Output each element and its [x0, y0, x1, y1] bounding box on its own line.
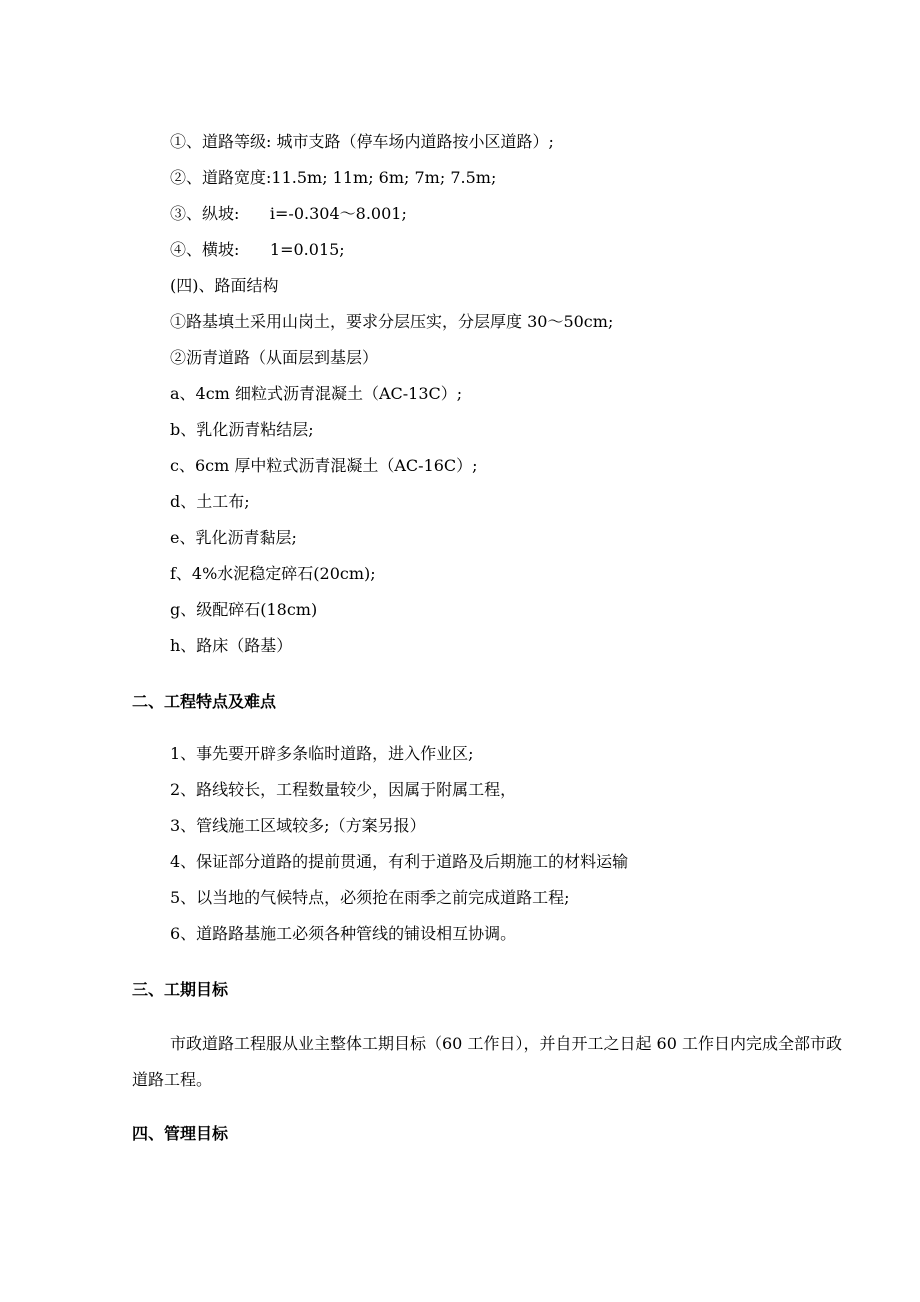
feature-item: 5、以当地的气候特点，必须抢在雨季之前完成道路工程;: [170, 888, 570, 907]
layer-item: c、6cm 厚中粒式沥青混凝土（AC-16C）;: [170, 456, 478, 475]
feature-item: 1、事先要开辟多条临时道路，进入作业区;: [170, 744, 474, 763]
subgrade-fill-line: ①路基填土采用山岗土，要求分层压实，分层厚度 30～50cm;: [170, 312, 614, 331]
layer-item: a、4cm 细粒式沥青混凝土（AC-13C）;: [170, 384, 463, 403]
feature-item: 6、道路路基施工必须各种管线的铺设相互协调。: [170, 924, 517, 943]
road-width-line: ②、道路宽度:11.5m; 11m; 6m; 7m; 7.5m;: [170, 168, 497, 187]
layer-item: g、级配碎石(18cm): [170, 600, 318, 619]
section-heading-schedule: 三、工期目标: [132, 980, 229, 999]
longitudinal-slope-line: ③、纵坡: i=-0.304～8.001;: [170, 204, 407, 223]
feature-item: 4、保证部分道路的提前贯通，有利于道路及后期施工的材料运输: [170, 852, 629, 871]
layer-item: h、路床（路基）: [170, 636, 293, 655]
layer-item: b、乳化沥青粘结层;: [170, 420, 314, 439]
pavement-heading: (四)、路面结构: [170, 276, 279, 295]
layer-item: d、土工布;: [170, 492, 250, 511]
feature-item: 3、管线施工区域较多;（方案另报）: [170, 816, 426, 835]
section-heading-features: 二、工程特点及难点: [132, 692, 277, 711]
layer-item: f、4%水泥稳定碎石(20cm);: [170, 564, 376, 583]
road-grade-line: ①、道路等级: 城市支路（停车场内道路按小区道路）;: [170, 132, 554, 151]
layer-item: e、乳化沥青黏层;: [170, 528, 297, 547]
schedule-paragraph: 市政道路工程服从业主整体工期目标（60 工作日），并自开工之日起 60 工作日内完成全部市政道路工程。: [132, 1034, 842, 1089]
asphalt-road-line: ②沥青道路（从面层到基层）: [170, 348, 379, 367]
cross-slope-line: ④、横坡: 1=0.015;: [170, 240, 345, 259]
feature-item: 2、路线较长，工程数量较少，因属于附属工程，: [170, 780, 517, 799]
section-heading-management: 四、管理目标: [132, 1124, 229, 1143]
